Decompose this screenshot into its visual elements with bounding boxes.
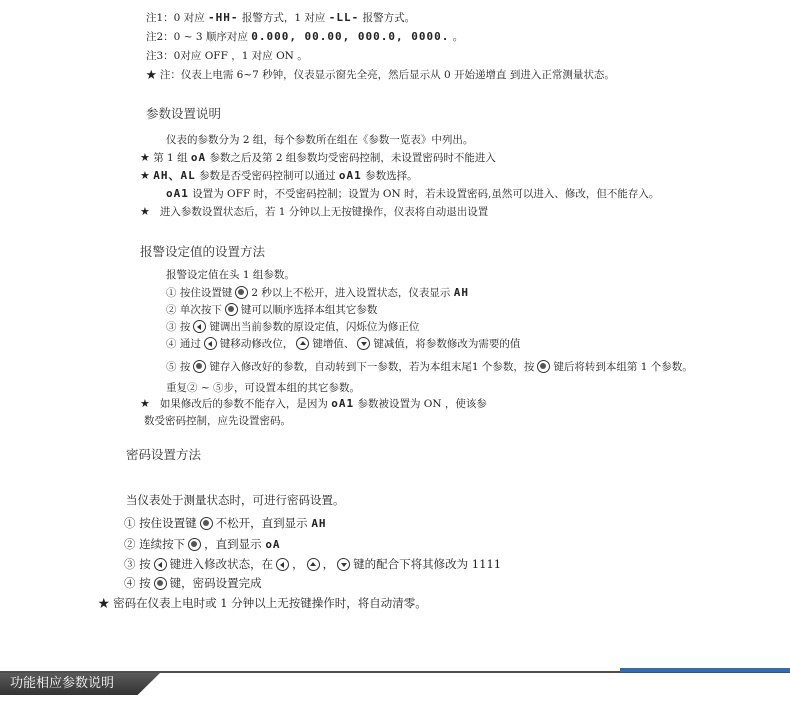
alarm-step-7-a: 如果修改后的参数不能存入，是因为 (159, 398, 328, 410)
note-2 (146, 30, 463, 44)
password-step-2-b: ，直到显示 (204, 537, 262, 551)
note-1-text-c: 报警方式。 (362, 12, 416, 24)
password-step-3-d: ， (322, 557, 335, 571)
note-1-text-b: 报警方式，1 对应 (241, 12, 326, 24)
alarm-step-5-b: 键存入修改好的参数，自动转到下一参数，若为本组末尾1 个参数，按 (209, 361, 535, 373)
alarm-step-1 (166, 286, 469, 300)
password-step-4 (124, 576, 262, 590)
segment-display-oa: oA (265, 538, 281, 551)
star-icon: ★ (140, 151, 150, 164)
param-line-2-b: 参数之后及第 2 组参数均受密码控制，未设置密码时不能进入 (209, 152, 496, 164)
set-key-icon (200, 517, 213, 530)
segment-display-oa1: oA1 (331, 397, 355, 410)
password-intro: 当仪表处于测量状态时，可进行密码设置。 (126, 493, 345, 507)
param-line-3 (140, 169, 418, 183)
alarm-step-4 (166, 337, 520, 351)
alarm-step-1-b: 2 秒以上不松开，进入设置状态，仪表显示 (251, 287, 451, 299)
alarm-step-0: 报警设定值在头 1 组参数。 (166, 269, 295, 281)
param-line-3-a: 参数是否受密码控制可以通过 (199, 170, 336, 182)
up-key-icon (296, 337, 309, 350)
password-step-2-a: ② 连续按下 (124, 537, 186, 551)
segment-display-oa1: oA1 (338, 169, 362, 182)
alarm-step-1-a: ① 按住设置键 (166, 287, 233, 299)
password-note: ★ 密码在仪表上电时或 1 分钟以上无按键操作时，将自动清零。 (98, 596, 427, 610)
password-step-3-b: 键进入修改状态，在 (169, 557, 274, 571)
alarm-step-4-b: 键移动修改位， (219, 338, 294, 350)
footer-accent-bar (620, 668, 790, 672)
star-icon: ★ (140, 169, 150, 182)
alarm-step-8: 数受密码控制，应先设置密码。 (144, 415, 291, 427)
password-step-4-a: ④ 按 (124, 576, 151, 590)
param-line-5 (140, 205, 488, 219)
down-key-icon (337, 558, 350, 571)
param-line-4-a: 设置为 OFF 时，不受密码控制；设置为 ON 时，若未设置密码,虽然可以进入、修改，但不能存入。 (192, 188, 660, 200)
alarm-step-4-d: 键减值，将参数修改为需要的值 (373, 338, 521, 350)
note-1 (146, 11, 415, 25)
star-icon: ★ (140, 397, 150, 410)
segment-display-oa1: oA1 (166, 187, 189, 200)
alarm-step-3-b: 键调出当前参数的原设定值，闪烁位为修正位 (209, 321, 420, 333)
password-step-3-a: ③ 按 (124, 557, 151, 571)
star-icon: ★ (140, 205, 150, 218)
left-key-icon (193, 320, 206, 333)
password-step-1 (124, 516, 327, 531)
password-step-3-c: ， (292, 557, 304, 571)
set-key-icon (188, 538, 201, 551)
param-line-4 (166, 187, 659, 201)
left-key-icon (276, 558, 289, 571)
alarm-step-4-a: ④ 通过 (166, 338, 201, 350)
segment-display-ah: AH (453, 286, 469, 299)
note-2-text-a: 注2：0 ~ 3 顺序对应 (146, 31, 248, 43)
note-1-text-a: 注1：0 对应 (146, 12, 205, 24)
down-key-icon (357, 337, 370, 350)
left-key-icon (204, 337, 217, 350)
note-3: 注3：0对应 OFF ，1 对应 ON 。 (146, 50, 308, 62)
password-step-2 (124, 537, 281, 552)
set-key-icon (537, 360, 550, 373)
segment-display-decimals: 0.000, 00.00, 000.0, 0000. (251, 30, 450, 43)
note-2-text-c: 。 (452, 31, 464, 43)
alarm-step-5 (166, 360, 693, 374)
alarm-step-7 (140, 397, 487, 411)
param-line-3-b: 参数选择。 (365, 170, 418, 182)
set-key-icon (154, 577, 167, 590)
section-heading-alarm: 报警设定值的设置方法 (140, 244, 266, 259)
up-key-icon (307, 558, 320, 571)
alarm-step-3-a: ③ 按 (166, 321, 191, 333)
password-step-3 (124, 557, 501, 571)
alarm-step-3 (166, 320, 419, 334)
alarm-step-2 (166, 303, 377, 317)
alarm-step-4-c: 键增值、 (312, 338, 355, 350)
alarm-step-6: 重复② ~ ⑤步，可设置本组的其它参数。 (166, 382, 360, 394)
alarm-step-2-b: 键可以顺序选择本组其它参数 (240, 304, 378, 316)
alarm-step-2-a: ② 单次按下 (166, 304, 222, 316)
section-heading-params: 参数设置说明 (146, 106, 222, 121)
footer-title: 功能相应参数说明 (10, 676, 115, 691)
param-line-1: 仪表的参数分为 2 组，每个参数所在组在《参数一览表》中列出。 (166, 134, 474, 146)
password-step-1-a: ① 按住设置键 (124, 516, 197, 530)
segment-display-hh: -HH- (208, 11, 239, 24)
password-step-4-b: 键，密码设置完成 (169, 576, 262, 590)
param-line-5-text: 进入参数设置状态后，若 1 分钟以上无按键操作，仪表将自动退出设置 (159, 206, 489, 218)
segment-display-ah-al: AH、AL (153, 169, 196, 182)
set-key-icon (193, 360, 206, 373)
alarm-step-5-c: 键后将转到本组第 1 个参数。 (553, 361, 693, 373)
segment-display-ah: AH (311, 517, 327, 530)
alarm-step-5-a: ⑤ 按 (166, 361, 191, 373)
section-heading-password: 密码设置方法 (126, 447, 202, 462)
password-step-1-b: 不松开，直到显示 (215, 516, 308, 530)
alarm-step-7-b: 参数被设置为 ON ，使该参 (357, 398, 487, 410)
param-line-2 (140, 151, 496, 165)
set-key-icon (235, 286, 248, 299)
note-4: ★ 注：仪表上电需 6~7 秒钟，仪表显示窗先全亮，然后显示从 0 开始递增直 到进入正常测量状态。 (146, 69, 615, 81)
set-key-icon (225, 303, 238, 316)
segment-display-oa: oA (190, 151, 207, 164)
segment-display-ll: -LL- (328, 11, 360, 24)
left-key-icon (154, 558, 167, 571)
password-step-3-e: 键的配合下将其修改为 1111 (353, 557, 502, 571)
param-line-2-a: 第 1 组 (153, 152, 188, 164)
